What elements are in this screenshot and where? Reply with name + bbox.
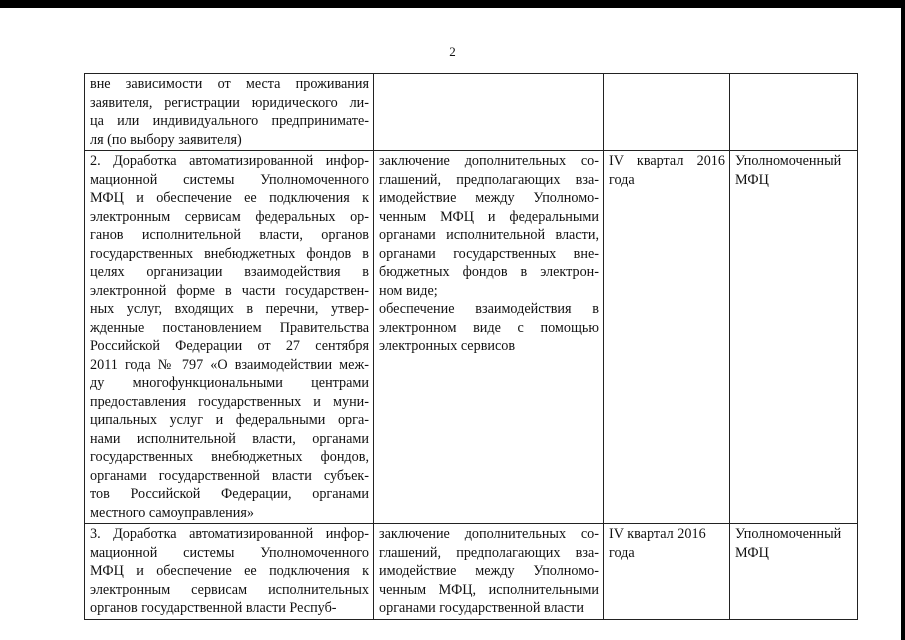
scan-right-border xyxy=(901,0,905,640)
text-line: ченным МФЦ и федеральными xyxy=(379,208,599,225)
text-line: IV квартал 2016 xyxy=(609,526,706,542)
text-line: мационной системы Уполномоченного xyxy=(90,171,369,188)
text-line: тов Российской Федерации, органами xyxy=(90,486,369,502)
text-line: органов государственной власти Респуб- xyxy=(90,600,337,616)
table-cell-result xyxy=(374,524,604,620)
text-line: электронным сервисам исполнительных xyxy=(90,581,369,598)
text-line: электронной форме в части государствен- xyxy=(90,282,369,299)
text-line: 3. Доработка автоматизированной инфор- xyxy=(90,526,369,542)
text-line: 2011 года № 797 «О взаимодействии меж- xyxy=(90,356,369,373)
text-line: Уполномоченный xyxy=(735,153,842,169)
text-line: ципальных услуг и федеральными орга- xyxy=(90,412,369,428)
scan-top-border xyxy=(0,0,905,8)
table-cell-deadline xyxy=(604,524,730,620)
table-cell-measure xyxy=(85,151,374,524)
table-cell-result xyxy=(374,151,604,524)
table-cell-deadline xyxy=(604,74,730,151)
table-cell-result xyxy=(374,74,604,151)
text-line: жденные постановлением Правительства xyxy=(90,319,369,336)
document-table xyxy=(84,73,858,620)
text-line: МФЦ и обеспечение ее подключения к xyxy=(90,190,369,206)
table-row xyxy=(85,151,858,524)
text-line: предоставления государственных и муни- xyxy=(90,393,369,410)
text-line: Уполномоченный xyxy=(735,526,842,542)
table-row xyxy=(85,524,858,620)
text-line: ду многофункциональными центрами xyxy=(90,375,369,391)
text-line: вне зависимости от места проживания xyxy=(90,76,369,92)
table-cell-measure xyxy=(85,524,374,620)
text-line: целях организации взаимодействия в xyxy=(90,264,369,280)
text-line: заявителя, регистрации юридического ли- xyxy=(90,94,369,111)
text-line: государственных внебюджетных фондов, xyxy=(90,449,369,465)
text-line: органами государственных вне- xyxy=(379,245,599,262)
text-line: ченным МФЦ, исполнительными xyxy=(379,581,599,598)
page-number: 2 xyxy=(449,44,456,59)
table-row xyxy=(85,74,858,151)
table-cell-responsible xyxy=(730,151,858,524)
empty-cell xyxy=(379,75,599,94)
text-line: МФЦ xyxy=(735,171,769,188)
text-line: глашений, предполагающих вза- xyxy=(379,171,599,188)
text-line: ных услуг, входящих в перечни, утвер- xyxy=(90,301,369,317)
text-line: обеспечение взаимодействия в xyxy=(379,301,599,317)
text-line: МФЦ xyxy=(735,544,769,561)
empty-cell xyxy=(735,75,853,94)
text-line: органами государственной власти субъек- xyxy=(90,467,369,484)
text-line: года xyxy=(609,171,635,188)
text-line: местного самоуправления» xyxy=(90,504,254,521)
text-line: органами исполнительной власти, xyxy=(379,227,599,243)
text-line: бюджетных фондов в электрон- xyxy=(379,264,599,280)
text-line: электронном виде с помощью xyxy=(379,319,599,336)
text-line: электронным сервисам федеральных ор- xyxy=(90,208,369,225)
text-line: заключение дополнительных со- xyxy=(379,526,599,542)
empty-cell xyxy=(609,75,725,94)
text-line: органами государственной власти xyxy=(379,600,584,616)
table-cell-responsible xyxy=(730,74,858,151)
table-cell-responsible xyxy=(730,524,858,620)
table-cell-measure xyxy=(85,74,374,151)
text-line: IV квартал 2016 xyxy=(609,153,725,169)
text-line: ля (по выбору заявителя) xyxy=(90,131,242,148)
text-line: глашений, предполагающих вза- xyxy=(379,544,599,561)
text-line: года xyxy=(609,544,635,561)
table-cell-deadline xyxy=(604,151,730,524)
text-line: мационной системы Уполномоченного xyxy=(90,544,369,561)
text-line: заключение дополнительных со- xyxy=(379,153,599,169)
text-line: ганов исполнительной власти, органов xyxy=(90,227,369,243)
text-line: МФЦ и обеспечение ее подключения к xyxy=(90,563,369,579)
text-line: Российской Федерации от 27 сентября xyxy=(90,338,369,354)
text-line: ном виде; xyxy=(379,282,438,299)
text-line: нами исполнительной власти, органами xyxy=(90,430,369,447)
text-line: 2. Доработка автоматизированной инфор- xyxy=(90,153,369,169)
text-line: государственных внебюджетных фондов в xyxy=(90,245,369,262)
text-line: ца или индивидуального предпринимате- xyxy=(90,113,369,129)
text-line: электронных сервисов xyxy=(379,338,516,354)
text-line: имодействие между Уполномо- xyxy=(379,563,599,579)
text-line: имодействие между Уполномо- xyxy=(379,190,599,206)
